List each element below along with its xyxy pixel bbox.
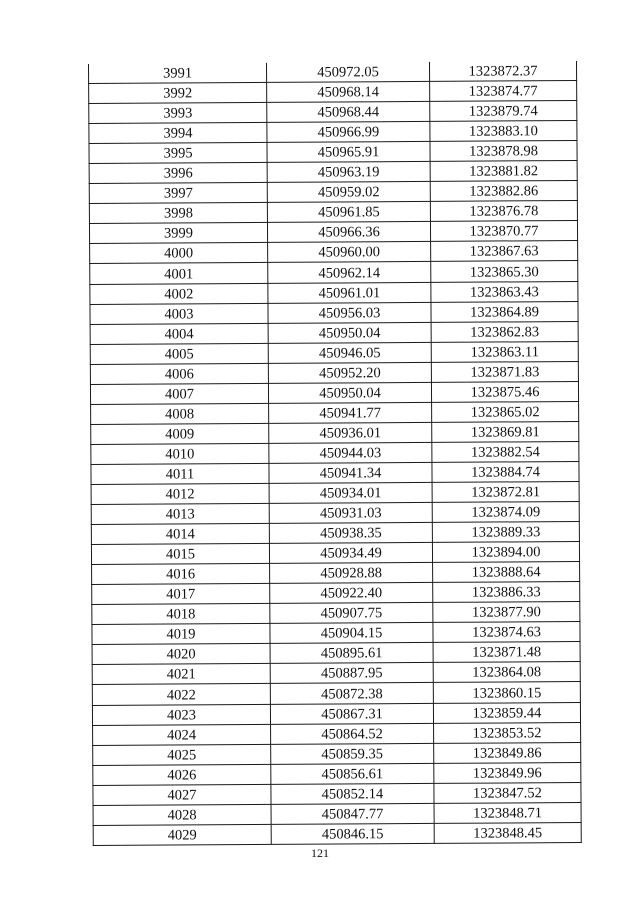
table-row — [91, 401, 579, 424]
coordinates-table-body — [88, 61, 581, 845]
point-number-cell: 3992 — [89, 82, 267, 103]
table-row — [92, 662, 580, 685]
y-coordinate-cell: 1323853.52 — [434, 722, 581, 743]
point-number-cell: 4021 — [92, 664, 270, 685]
x-coordinate-cell: 450952.20 — [268, 362, 431, 383]
point-number-cell: 4022 — [92, 684, 270, 705]
x-coordinate-cell: 450972.05 — [266, 62, 429, 83]
x-coordinate-cell: 450934.01 — [269, 482, 432, 503]
x-coordinate-cell: 450904.15 — [270, 623, 433, 644]
x-coordinate-cell: 450963.19 — [267, 162, 430, 183]
y-coordinate-cell: 1323872.81 — [432, 481, 579, 502]
x-coordinate-cell: 450895.61 — [270, 643, 433, 664]
point-number-cell: 4012 — [91, 483, 269, 504]
table-row — [91, 441, 579, 464]
point-number-cell: 3994 — [89, 123, 267, 144]
x-coordinate-cell: 450961.01 — [268, 282, 431, 303]
y-coordinate-cell: 1323884.74 — [432, 461, 579, 482]
y-coordinate-cell: 1323862.83 — [431, 321, 578, 342]
point-number-cell: 4028 — [93, 804, 271, 825]
table-row — [90, 281, 578, 304]
table-row — [89, 181, 577, 204]
x-coordinate-cell: 450867.31 — [270, 703, 433, 724]
table-row — [91, 481, 579, 504]
y-coordinate-cell: 1323888.64 — [433, 562, 580, 583]
y-coordinate-cell: 1323878.98 — [430, 141, 577, 162]
y-coordinate-cell: 1323867.63 — [431, 241, 578, 262]
point-number-cell: 4011 — [91, 463, 269, 484]
point-number-cell: 4008 — [91, 403, 269, 424]
table-row — [90, 341, 578, 364]
point-number-cell: 4000 — [90, 243, 268, 264]
y-coordinate-cell: 1323882.54 — [432, 441, 579, 462]
x-coordinate-cell: 450938.35 — [269, 522, 432, 543]
y-coordinate-cell: 1323869.81 — [432, 421, 579, 442]
y-coordinate-cell: 1323849.96 — [434, 762, 581, 783]
y-coordinate-cell: 1323848.45 — [434, 822, 581, 843]
x-coordinate-cell: 450946.05 — [268, 342, 431, 363]
y-coordinate-cell: 1323870.77 — [430, 221, 577, 242]
y-coordinate-cell: 1323871.83 — [431, 361, 578, 382]
coordinates-table-wrapper — [88, 61, 581, 846]
y-coordinate-cell: 1323883.10 — [430, 121, 577, 142]
point-number-cell: 4005 — [90, 343, 268, 364]
table-row — [93, 822, 581, 845]
x-coordinate-cell: 450966.36 — [267, 222, 430, 243]
y-coordinate-cell: 1323874.77 — [430, 81, 577, 102]
point-number-cell: 4016 — [92, 564, 270, 585]
x-coordinate-cell: 450887.95 — [270, 663, 433, 684]
x-coordinate-cell: 450950.04 — [268, 382, 431, 403]
y-coordinate-cell: 1323874.09 — [432, 502, 579, 523]
point-number-cell: 4002 — [90, 283, 268, 304]
table-row — [90, 261, 578, 284]
table-row — [92, 682, 580, 705]
y-coordinate-cell: 1323874.63 — [433, 622, 580, 643]
point-number-cell: 4007 — [90, 383, 268, 404]
table-row — [90, 321, 578, 344]
table-row — [92, 702, 580, 725]
point-number-cell: 3993 — [89, 103, 267, 124]
x-coordinate-cell: 450872.38 — [270, 683, 433, 704]
x-coordinate-cell: 450968.14 — [267, 81, 430, 102]
table-row — [93, 742, 581, 765]
page-number: 121 — [311, 846, 329, 860]
table-row — [91, 542, 579, 565]
point-number-cell: 4006 — [90, 363, 268, 384]
x-coordinate-cell: 450962.14 — [268, 262, 431, 283]
x-coordinate-cell: 450961.85 — [267, 202, 430, 223]
y-coordinate-cell: 1323882.86 — [430, 181, 577, 202]
point-number-cell: 4029 — [93, 824, 271, 845]
point-number-cell: 4026 — [93, 764, 271, 785]
y-coordinate-cell: 1323865.02 — [432, 401, 579, 422]
x-coordinate-cell: 450941.34 — [269, 462, 432, 483]
table-row — [90, 301, 578, 324]
x-coordinate-cell: 450956.03 — [268, 302, 431, 323]
point-number-cell: 4018 — [92, 604, 270, 625]
y-coordinate-cell: 1323881.82 — [430, 161, 577, 182]
x-coordinate-cell: 450907.75 — [270, 603, 433, 624]
table-row — [89, 121, 577, 144]
table-row — [89, 81, 577, 104]
x-coordinate-cell: 450846.15 — [271, 823, 434, 844]
y-coordinate-cell: 1323879.74 — [430, 101, 577, 122]
point-number-cell: 4025 — [93, 744, 271, 765]
y-coordinate-cell: 1323860.15 — [433, 682, 580, 703]
table-row — [92, 642, 580, 665]
y-coordinate-cell: 1323847.52 — [434, 782, 581, 803]
point-number-cell: 4015 — [91, 544, 269, 565]
y-coordinate-cell: 1323886.33 — [433, 582, 580, 603]
x-coordinate-cell: 450941.77 — [269, 402, 432, 423]
y-coordinate-cell: 1323889.33 — [432, 522, 579, 543]
x-coordinate-cell: 450965.91 — [267, 142, 430, 163]
table-row — [89, 221, 577, 244]
table-row — [93, 782, 581, 805]
x-coordinate-cell: 450856.61 — [271, 763, 434, 784]
y-coordinate-cell: 1323877.90 — [433, 602, 580, 623]
point-number-cell: 4023 — [92, 704, 270, 725]
table-row — [89, 201, 577, 224]
table-row — [90, 381, 578, 404]
table-row — [92, 602, 580, 625]
x-coordinate-cell: 450936.01 — [269, 422, 432, 443]
point-number-cell: 4027 — [93, 784, 271, 805]
y-coordinate-cell: 1323872.37 — [429, 61, 576, 81]
y-coordinate-cell: 1323864.89 — [431, 301, 578, 322]
point-number-cell: 4017 — [92, 584, 270, 605]
point-number-cell: 4009 — [91, 423, 269, 444]
table-row — [89, 141, 577, 164]
x-coordinate-cell: 450922.40 — [270, 583, 433, 604]
x-coordinate-cell: 450959.02 — [267, 182, 430, 203]
x-coordinate-cell: 450960.00 — [268, 242, 431, 263]
y-coordinate-cell: 1323894.00 — [432, 542, 579, 563]
y-coordinate-cell: 1323875.46 — [431, 381, 578, 402]
y-coordinate-cell: 1323863.11 — [431, 341, 578, 362]
x-coordinate-cell: 450944.03 — [269, 442, 432, 463]
table-row — [91, 522, 579, 545]
x-coordinate-cell: 450931.03 — [269, 502, 432, 523]
y-coordinate-cell: 1323848.71 — [434, 802, 581, 823]
point-number-cell: 3995 — [89, 143, 267, 164]
table-row — [92, 622, 580, 645]
table-row — [93, 802, 581, 825]
point-number-cell: 4019 — [92, 624, 270, 645]
point-number-cell: 4010 — [91, 443, 269, 464]
table-row — [88, 61, 576, 84]
table-row — [91, 421, 579, 444]
table-row — [92, 562, 580, 585]
point-number-cell: 3997 — [89, 183, 267, 204]
y-coordinate-cell: 1323849.86 — [434, 742, 581, 763]
table-row — [92, 582, 580, 605]
x-coordinate-cell: 450934.49 — [269, 543, 432, 564]
x-coordinate-cell: 450968.44 — [267, 102, 430, 123]
point-number-cell: 4004 — [90, 323, 268, 344]
table-row — [90, 361, 578, 384]
point-number-cell: 4013 — [91, 503, 269, 524]
table-row — [89, 161, 577, 184]
x-coordinate-cell: 450847.77 — [271, 803, 434, 824]
y-coordinate-cell: 1323876.78 — [430, 201, 577, 222]
table-row — [91, 461, 579, 484]
table-row — [93, 762, 581, 785]
x-coordinate-cell: 450852.14 — [271, 783, 434, 804]
table-row — [93, 722, 581, 745]
point-number-cell: 4014 — [91, 523, 269, 544]
y-coordinate-cell: 1323864.08 — [433, 662, 580, 683]
x-coordinate-cell: 450966.99 — [267, 122, 430, 143]
table-row — [90, 241, 578, 264]
point-number-cell: 4024 — [93, 724, 271, 745]
point-number-cell: 4003 — [90, 303, 268, 324]
point-number-cell: 3996 — [89, 163, 267, 184]
y-coordinate-cell: 1323859.44 — [433, 702, 580, 723]
x-coordinate-cell: 450864.52 — [271, 723, 434, 744]
y-coordinate-cell: 1323871.48 — [433, 642, 580, 663]
table-row — [89, 101, 577, 124]
point-number-cell: 4001 — [90, 263, 268, 284]
point-number-cell: 3991 — [88, 63, 266, 84]
point-number-cell: 3999 — [89, 223, 267, 244]
y-coordinate-cell: 1323863.43 — [431, 281, 578, 302]
x-coordinate-cell: 450950.04 — [268, 322, 431, 343]
point-number-cell: 4020 — [92, 644, 270, 665]
y-coordinate-cell: 1323865.30 — [431, 261, 578, 282]
x-coordinate-cell: 450928.88 — [270, 563, 433, 584]
x-coordinate-cell: 450859.35 — [271, 743, 434, 764]
table-row — [91, 502, 579, 525]
coordinates-table — [88, 61, 582, 846]
point-number-cell: 3998 — [89, 203, 267, 224]
